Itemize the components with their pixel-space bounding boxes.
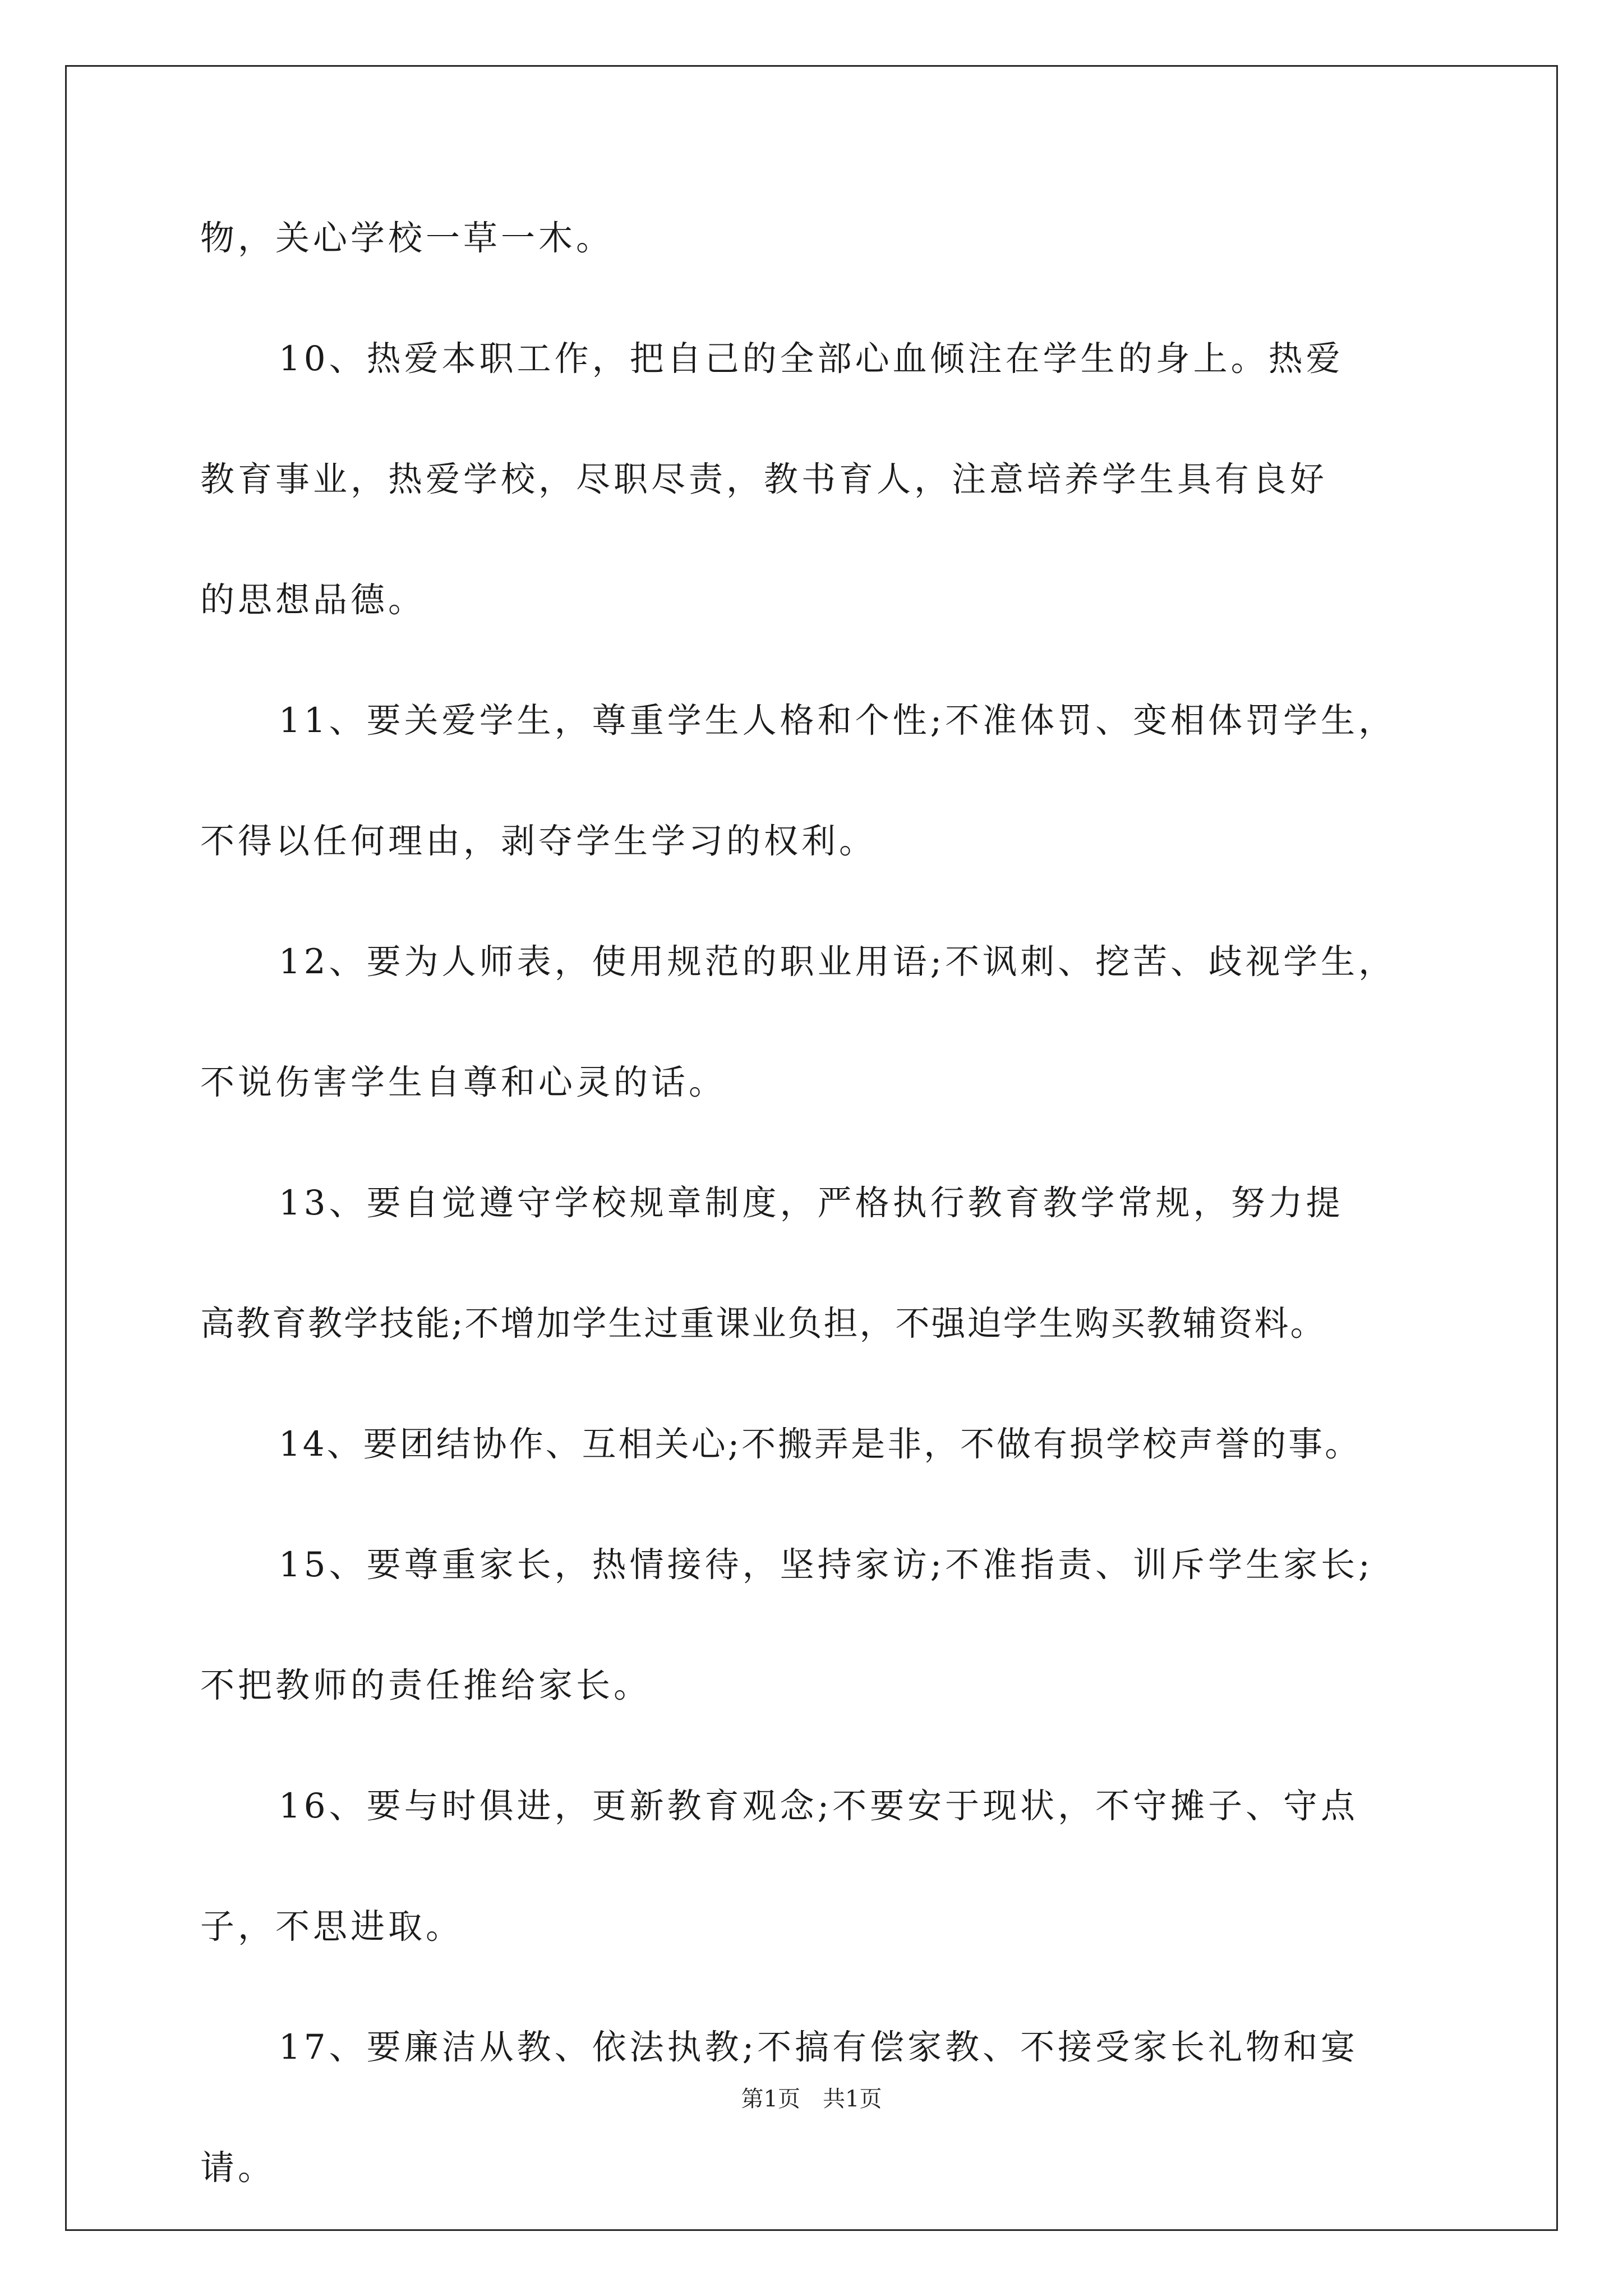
paragraph-17-line-1: 17、要廉洁从教、依法执教;不搞有偿家教、不接受家长礼物和宴 [279,2027,1359,2067]
page-number: 第1页 [741,2086,800,2112]
paragraph-16-line-2: 子，不思进取。 [200,1907,464,1947]
paragraph-17-line-2: 请。 [200,2148,276,2188]
paragraph-12-line-1: 12、要为人师表，使用规范的职业用语;不讽刺、挖苦、歧视学生， [279,942,1396,982]
paragraph-10-line-3: 的思想品德。 [200,580,426,620]
paragraph-15-line-1: 15、要尊重家长，热情接待，坚持家访;不准指责、训斥学生家长; [279,1545,1373,1585]
text-line: 物，关心学校一草一木。 [200,218,614,258]
paragraph-11-line-1: 11、要关爱学生，尊重学生人格和个性;不准体罚、变相体罚学生， [279,701,1396,740]
paragraph-11-line-2: 不得以任何理由，剥夺学生学习的权利。 [200,821,877,861]
paragraph-12-line-2: 不说伤害学生自尊和心灵的话。 [200,1062,727,1102]
paragraph-10-line-2: 教育事业，热爱学校，尽职尽责，教书育人，注意培养学生具有良好 [200,459,1328,499]
paragraph-13-line-2: 高教育教学技能;不增加学生过重课业负担，不强迫学生购买教辅资料。 [200,1304,1326,1343]
paragraph-16-line-1: 16、要与时俱进，更新教育观念;不要安于现状，不守摊子、守点 [279,1786,1359,1826]
page-footer [0,2085,1623,2113]
paragraph-10-line-1: 10、热爱本职工作，把自己的全部心血倾注在学生的身上。热爱 [279,339,1344,379]
paragraph-15-line-2: 不把教师的责任推给家长。 [200,1665,652,1705]
paragraph-13-line-1: 13、要自觉遵守学校规章制度，严格执行教育教学常规，努力提 [279,1183,1344,1223]
page-total: 共1页 [823,2086,882,2112]
paragraph-14-line-1: 14、要团结协作、互相关心;不搬弄是非，不做有损学校声誉的事。 [279,1424,1362,1464]
